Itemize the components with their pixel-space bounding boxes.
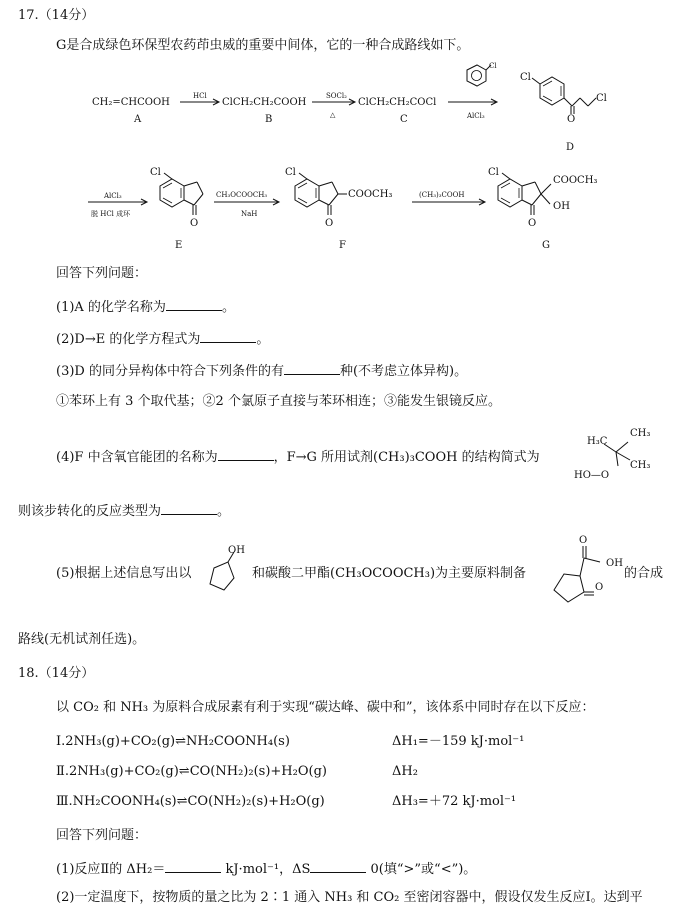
q18-1-text-b: kJ·mol⁻¹，ΔS (225, 862, 311, 877)
q18-1 (56, 860, 476, 878)
q17-5-a: (5)根据上述信息写出以 (56, 566, 192, 581)
q17-3-conditions: ①苯环上有 3 个取代基；②2 个氯原子直接与苯环相连；③能发生银镜反应。 (56, 394, 501, 409)
compound-c: ClCH₂CH₂COCl (358, 97, 437, 108)
structure-keto-acid (548, 540, 628, 620)
compound-b: ClCH₂CH₂COOH (222, 97, 307, 108)
label-d: D (566, 142, 575, 153)
q17-1-period: 。 (221, 300, 235, 315)
q18-1-blank-2[interactable] (310, 860, 366, 873)
q18-header: 18.（14分） (18, 666, 95, 681)
q17-5-b: 和碳酸二甲酯(CH₃OCOOCH₃)为主要原料制备 (252, 566, 527, 581)
q17-3 (56, 362, 467, 380)
q17-4-text-c: 则该步转化的反应类型为 (18, 504, 162, 519)
arrow-3 (448, 98, 498, 106)
q17-1-blank[interactable] (166, 298, 222, 311)
q17-5-c: 的合成 (624, 566, 664, 581)
reagent-alcl3-2: AlCl₃ (104, 192, 122, 200)
q17-1 (56, 298, 235, 316)
q18-reaction-2-dh: ΔH₂ (392, 764, 418, 779)
q17-4-text-a: (4)F 中含氧官能团的名称为 (56, 450, 218, 465)
q17-3-text: (3)D 的同分异构体中符合下列条件的有 (56, 364, 284, 379)
q18-reaction-3-dh: ΔH₃=＋72 kJ·mol⁻¹ (392, 794, 517, 809)
keto-acid-o-right: O (595, 582, 604, 593)
q17-4 (56, 448, 540, 466)
reagent-cyclize: 脱 HCl 成环 (91, 210, 131, 218)
q17-2-blank[interactable] (200, 330, 256, 343)
keto-acid-o-top: O (579, 535, 588, 546)
q18-reaction-2: Ⅱ.2NH₃(g)+CO₂(g)⇌CO(NH₂)₂(s)+H₂O(g) (56, 764, 327, 779)
e-cl: Cl (150, 167, 161, 178)
q18-reaction-1: Ⅰ.2NH₃(g)+CO₂(g)⇌NH₂COONH₄(s) (56, 734, 290, 749)
q17-intro: G是合成绿色环保型农药茚虫威的重要中间体，它的一种合成路线如下。 (56, 38, 470, 53)
label-g: G (542, 240, 550, 251)
f-o: O (325, 218, 334, 229)
q17-prompt: 回答下列问题： (56, 266, 148, 281)
q18-1-text-a: (1)反应Ⅱ的 ΔH₂＝ (56, 862, 166, 877)
cyclopentanol-oh: OH (228, 545, 245, 556)
q17-2 (56, 330, 269, 348)
reagent-heat: △ (330, 111, 336, 119)
tbhp-ch3-right: CH₃ (630, 460, 651, 471)
structure-d (520, 72, 610, 142)
tbhp-h3c: H₃C (587, 436, 608, 447)
q17-4-text-b: ，F→G 所用试剂(CH₃)₃COOH 的结构简式为 (273, 450, 540, 465)
q17-4-c (18, 502, 230, 520)
label-a: A (134, 114, 142, 125)
q17-header: 17.（14分） (18, 8, 95, 23)
q18-prompt: 回答下列问题： (56, 828, 148, 843)
label-c: C (400, 114, 408, 125)
d-cl-right: Cl (596, 93, 607, 104)
reagent-socl2: SOCl₂ (326, 92, 347, 100)
tbhp-ch3-top: CH₃ (630, 428, 651, 439)
q18-reaction-3: Ⅲ.NH₂COONH₄(s)⇌CO(NH₂)₂(s)+H₂O(g) (56, 794, 325, 809)
tbhp-hoo: HO—O (574, 470, 610, 481)
q17-4-period: 。 (217, 504, 231, 519)
f-cl: Cl (285, 167, 296, 178)
q17-5-d: 路线(无机试剂任选)。 (18, 632, 146, 647)
q17-3-blank[interactable] (284, 362, 340, 375)
e-o: O (190, 218, 199, 229)
q17-1-text: (1)A 的化学名称为 (56, 300, 166, 315)
chlorobenzene-cl: Cl (489, 62, 497, 70)
g-o: O (528, 218, 537, 229)
g-oh: OH (553, 201, 570, 212)
q17-4-blank-1[interactable] (218, 448, 274, 461)
d-o: O (567, 114, 576, 125)
q18-1-blank-1[interactable] (165, 860, 221, 873)
g-cl: Cl (488, 167, 499, 178)
reagent-nah: NaH (241, 210, 258, 218)
q18-intro: 以 CO₂ 和 NH₃ 为原料合成尿素有利于实现“碳达峰、碳中和”，该体系中同时存在以下反应： (56, 700, 595, 715)
keto-acid-oh: OH (606, 558, 623, 569)
label-b: B (265, 114, 273, 125)
q18-1-text-c: 0(填“>”或“<”)。 (370, 862, 477, 877)
q17-2-period: 。 (256, 332, 270, 347)
reagent-hcl: HCl (193, 92, 207, 100)
compound-a: CH₂=CHCOOH (92, 97, 170, 108)
q17-3-tail: 种(不考虑立体异构)。 (339, 364, 468, 379)
reagent-alcl3-1: AlCl₃ (467, 112, 485, 120)
q17-2-text: (2)D→E 的化学方程式为 (56, 332, 201, 347)
q18-2: (2)一定温度下，按物质的量之比为 2∶1 通入 NH₃ 和 CO₂ 至密闭容器中，假设仅发生反应Ⅰ。达到平 (56, 890, 643, 905)
reagent-tbhp: (CH₃)₃COOH (419, 191, 465, 199)
label-e: E (175, 240, 183, 251)
g-cooch3: COOCH₃ (553, 175, 598, 186)
q18-reaction-1-dh: ΔH₁=－159 kJ·mol⁻¹ (392, 734, 525, 749)
label-f: F (339, 240, 346, 251)
reagent-dmc: CH₃OCOOCH₃ (216, 191, 268, 199)
d-cl-left: Cl (520, 72, 531, 83)
f-cooch3: COOCH₃ (348, 189, 393, 200)
q17-4-blank-3[interactable] (161, 502, 217, 515)
